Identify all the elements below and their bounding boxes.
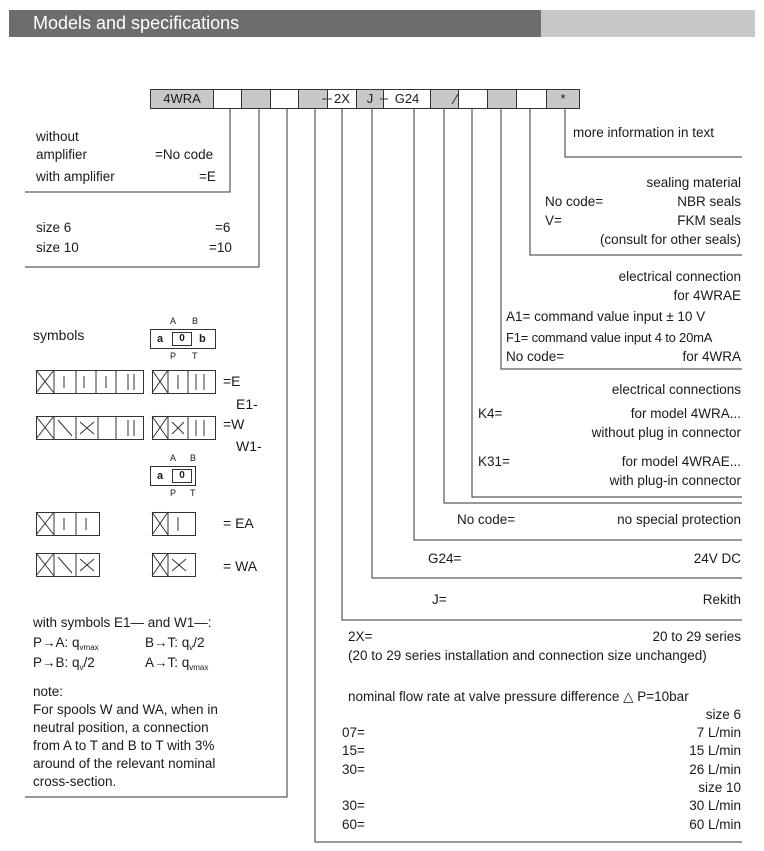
note-title: note:	[33, 684, 64, 699]
symbol-w-long	[36, 416, 144, 440]
protection-value: no special protection	[617, 512, 741, 527]
elec-conn-title: electrical connection	[618, 269, 741, 284]
code-cell-voltage: G24	[383, 89, 431, 109]
flow-title: nominal flow rate at valve pressure difference △ P=10bar	[348, 689, 689, 704]
sealing-title: sealing material	[646, 175, 741, 190]
elec-conn-for: for 4WRAE	[673, 288, 741, 303]
amplifier-no-code: =No code	[155, 147, 214, 162]
symbol-e	[152, 370, 216, 394]
flow-code: 30=	[342, 798, 365, 813]
port-a-label-2: A	[170, 453, 177, 463]
port-p-label: P	[170, 351, 177, 361]
flow-b-t-end: /2	[193, 635, 205, 650]
center-position-2: 0	[172, 469, 192, 483]
page-title: Models and specifications	[33, 13, 240, 33]
flow-value: 7 L/min	[696, 725, 741, 740]
code-cell-more-info: *	[546, 89, 580, 109]
flow-a-t	[145, 654, 208, 676]
flow-a-t-sub: vmax	[189, 663, 209, 672]
symbol-w-label: =W	[223, 416, 245, 432]
elec-conns-k31-l1: for model 4WRAE...	[621, 454, 741, 469]
flow-code: 60=	[342, 817, 365, 832]
elec-conn-f1: F1= command value input 4 to 20mA	[506, 330, 713, 345]
port-t-label-2: T	[190, 488, 196, 498]
symbol-a0b-top	[150, 315, 220, 360]
sealing-nbr: NBR seals	[677, 194, 741, 209]
sealing-consult: (consult for other seals)	[599, 232, 741, 247]
size-6: size 6	[36, 220, 72, 235]
note-line: from A to T and B to T with 3%	[33, 738, 215, 753]
code-cell-series: 2X	[327, 89, 357, 109]
flow-size10: size 10	[698, 780, 741, 795]
note-line: around of the relevant nominal	[33, 756, 216, 771]
series-note: (20 to 29 series installation and connection size unchanged)	[348, 648, 707, 663]
elec-conns-k31: K31=	[478, 454, 510, 469]
j-code: J=	[432, 592, 447, 607]
flow-size6: size 6	[705, 707, 741, 722]
sealing-no-code: No code=	[545, 194, 604, 209]
voltage-value: 24V DC	[693, 551, 741, 566]
series-value: 20 to 29 series	[652, 629, 741, 644]
code-cell-model: 4WRA	[150, 89, 214, 109]
note-line: For spools W and WA, when in	[33, 702, 218, 717]
symbol-wa-long	[36, 553, 100, 577]
flow-a-t-text: A→T: q	[145, 655, 190, 670]
port-b-label: B	[192, 316, 199, 326]
flow-p-b	[33, 654, 95, 676]
port-b-label-2: B	[190, 453, 197, 463]
solenoid-a: a	[157, 333, 164, 345]
elec-conn-no-code: No code=	[506, 349, 565, 364]
elec-conns-title: electrical connections	[611, 382, 741, 397]
flow-p-a	[33, 634, 99, 656]
sealing-v: V=	[545, 213, 562, 228]
flow-value: 30 L/min	[689, 798, 741, 813]
flow-value: 15 L/min	[689, 743, 741, 758]
more-info: more information in text	[573, 125, 715, 140]
elec-conns-k31-l2: with plug-in connector	[609, 473, 741, 488]
flow-code: 30=	[342, 762, 365, 777]
symbol-w1-label: W1-	[236, 438, 262, 454]
port-p-label-2: P	[170, 488, 177, 498]
elec-conn-no-code-value: for 4WRA	[682, 349, 741, 364]
flow-code: 15=	[342, 743, 365, 758]
voltage-code: G24=	[428, 551, 462, 566]
j-value: Rekith	[702, 592, 741, 607]
flow-b-t	[145, 634, 205, 656]
size-10-value: =10	[209, 240, 232, 255]
symbol-w	[152, 416, 216, 440]
size-6-value: =6	[215, 220, 231, 235]
flow-code: 07=	[342, 725, 365, 740]
amplifier-with: with amplifier	[36, 169, 115, 184]
flow-value: 26 L/min	[689, 762, 741, 777]
symbol-ea	[152, 512, 196, 536]
symbols-title: symbols	[33, 327, 85, 343]
series-code: 2X=	[348, 629, 373, 644]
symbol-e-long	[36, 370, 144, 394]
amplifier-e: =E	[199, 169, 216, 184]
size-10: size 10	[36, 240, 79, 255]
symbol-wa-label: = WA	[223, 558, 258, 574]
amplifier-label: amplifier	[36, 147, 88, 162]
elec-conns-k4-l2: without plug in connector	[591, 425, 741, 440]
elec-conns-k4-l1: for model 4WRA...	[630, 406, 741, 421]
note-line: neutral position, a connection	[33, 720, 209, 735]
note-line: cross-section.	[33, 774, 117, 789]
symbol-a0-middle	[150, 452, 200, 497]
elec-conn-a1: A1= command value input ± 10 V	[506, 309, 706, 324]
amplifier-without: without	[36, 129, 79, 144]
sealing-fkm: FKM seals	[677, 213, 741, 228]
symbols-note-intro: with symbols E1— and W1—:	[33, 615, 212, 630]
flow-b-t-sub: v	[189, 643, 194, 652]
flow-value: 60 L/min	[689, 817, 741, 832]
protection-code: No code=	[457, 512, 516, 527]
symbol-ea-label: = EA	[223, 515, 254, 531]
flow-p-b-end: /2	[83, 655, 95, 670]
flow-p-b-sub: v	[79, 663, 84, 672]
flow-p-a-sub: vmax	[79, 643, 99, 652]
symbol-ea-long	[36, 512, 100, 536]
symbol-e-label: =E	[223, 373, 241, 389]
symbol-wa	[152, 553, 196, 577]
flow-p-a-text: P→A: q	[33, 635, 80, 650]
flow-p-b-text: P→B: q	[33, 655, 80, 670]
solenoid-a-2: a	[157, 470, 164, 482]
port-t-label: T	[192, 351, 198, 361]
port-a-label: A	[170, 316, 177, 326]
flow-b-t-text: B→T: q	[145, 635, 190, 650]
center-position: 0	[172, 332, 192, 346]
code-cell-j: J	[356, 89, 384, 109]
symbol-e1-label: E1-	[236, 396, 258, 412]
solenoid-b: b	[199, 333, 206, 345]
elec-conns-k4: K4=	[478, 406, 503, 421]
